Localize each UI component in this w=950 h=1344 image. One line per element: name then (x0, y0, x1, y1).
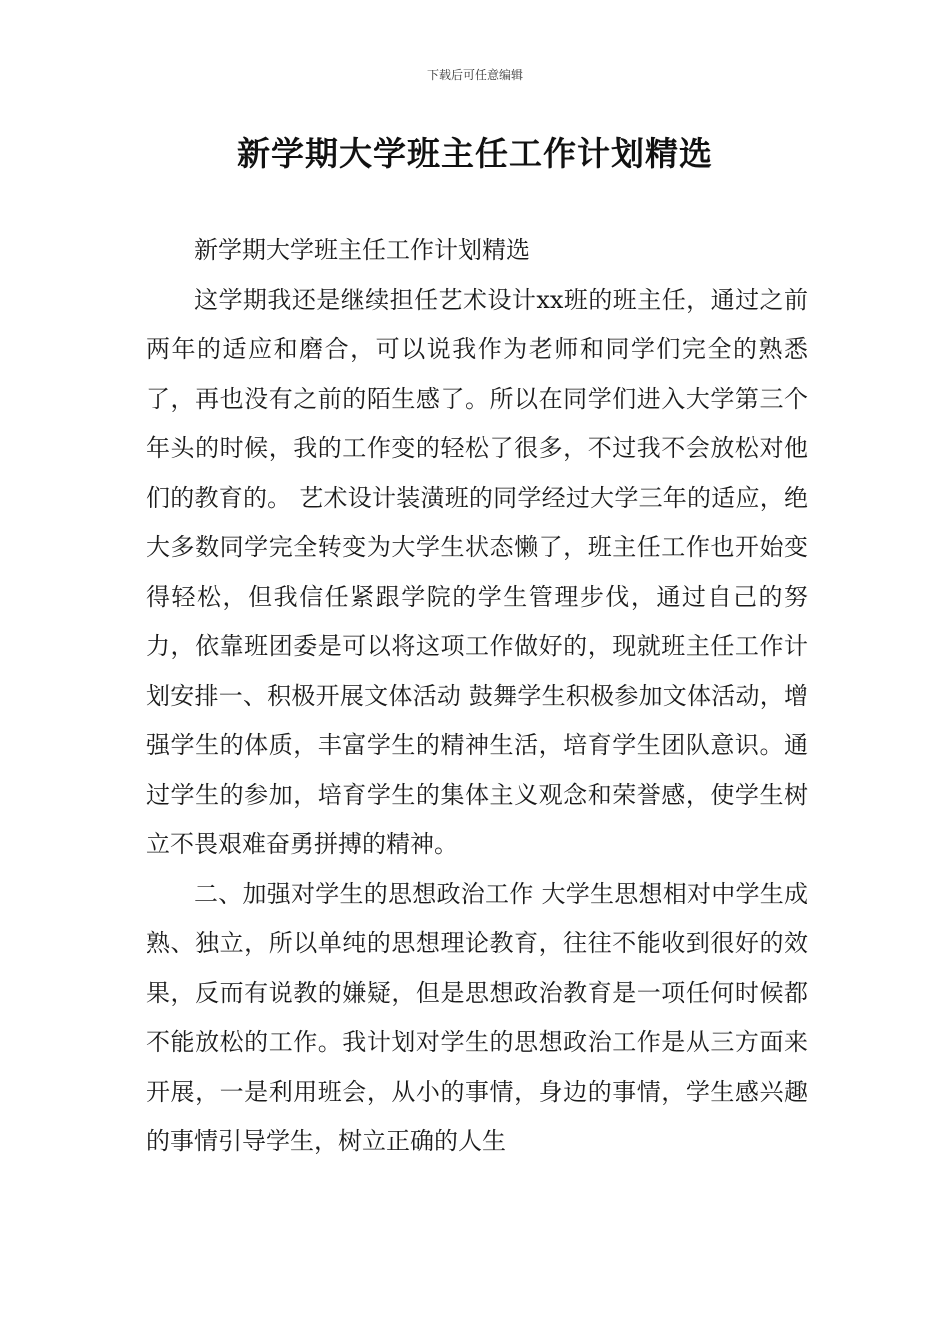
paragraph-1: 这学期我还是继续担任艺术设计xx班的班主任，通过之前两年的适应和磨合，可以说我作为老师和同学们完全的熟悉了，再也没有之前的陌生感了。所以在同学们进入大学第三个年头的时候，我的工作变的轻松了很多，不过我不会放松对他们的教育的。 艺术设计装潢班的同学经过大学三年的适应，绝大多数同学完全转变为大学生状态懒了，班主任工作也开始变得轻松，但我信任紧跟学院的学生管理步伐，通过自己的努力，依靠班团委是可以将这项工作做好的，现就班主任工作计划安排一、积极开展文体活动 鼓舞学生积极参加文体活动，增强学生的体质，丰富学生的精神生活，培育学生团队意识。通过学生的参加，培育学生的集体主义观念和荣誉感，使学生树立不畏艰难奋勇拼搏的精神。 (146, 285, 808, 858)
document-body (146, 226, 808, 1167)
header-note: 下载后可任意编辑 (426, 68, 523, 82)
paragraph-subtitle: 新学期大学班主任工作计划精选 (194, 236, 530, 264)
page-title: 新学期大学班主任工作计划精选 (237, 134, 713, 173)
paragraph-2: 二、加强对学生的思想政治工作 大学生思想相对中学生成熟、独立，所以单纯的思想理论教育，往往不能收到很好的效果，反而有说教的嫌疑，但是思想政治教育是一项任何时候都不能放松的工作。我计划对学生的思想政治工作是从三方面来开展，一是利用班会，从小的事情，身边的事情，学生感兴趣的事情引导学生，树立正确的人生 (146, 879, 808, 1155)
